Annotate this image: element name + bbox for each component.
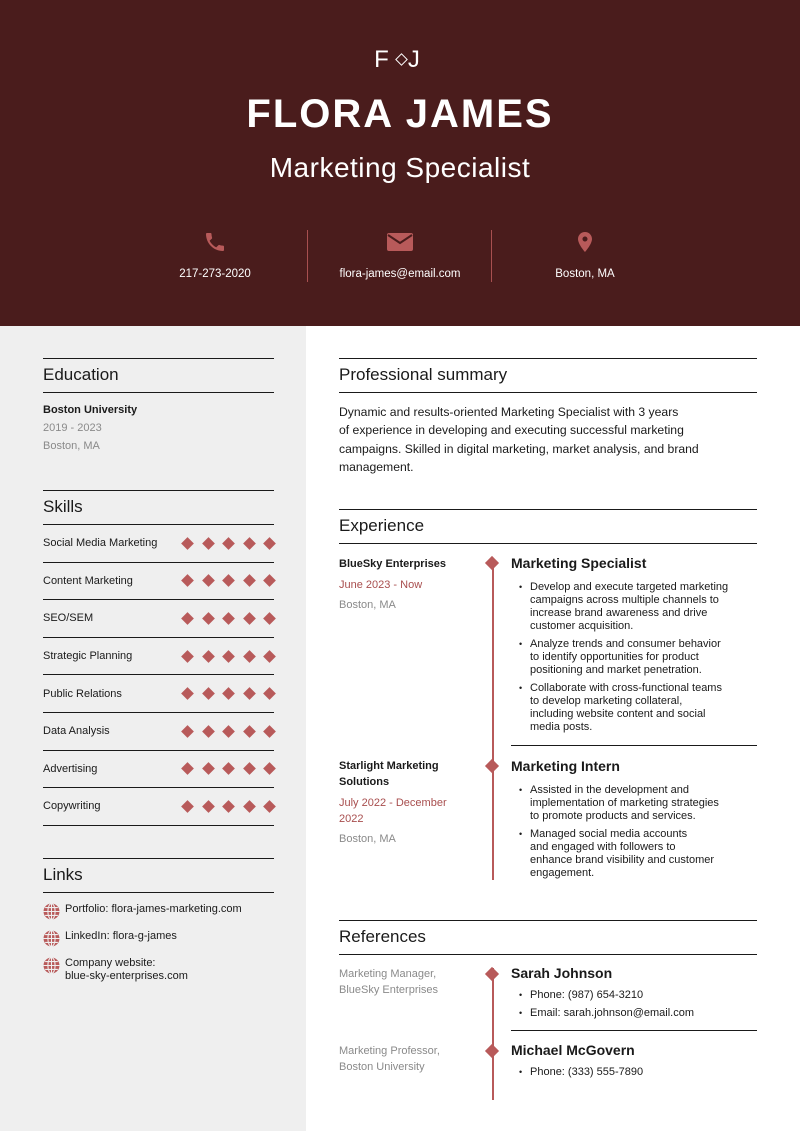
experience-title: Experience (339, 509, 757, 544)
rating-diamond-icon (222, 687, 235, 700)
rating-diamond-icon (181, 612, 194, 625)
job-meta (339, 758, 469, 845)
rating-diamond-icon (181, 575, 194, 588)
rating-diamond-icon (243, 687, 256, 700)
reference-contacts (511, 1066, 757, 1079)
bullet-line: increase brand awareness and drive (530, 607, 708, 619)
skill-row (43, 525, 274, 563)
rating-diamond-icon (263, 537, 276, 550)
rating-diamond-icon (222, 537, 235, 550)
phone-text: 217-273-2020 (179, 268, 251, 280)
skill-rating (172, 802, 275, 811)
bullet-line: engagement. (530, 867, 595, 879)
job-bullet (530, 581, 757, 633)
rating-diamond-icon (181, 762, 194, 775)
bullet-line: campaigns across multiple channels to (530, 594, 719, 606)
education-location: Boston, MA (43, 440, 100, 452)
globe-icon (43, 930, 60, 947)
timeline-marker (485, 759, 499, 773)
job-meta (339, 556, 469, 611)
bullet-line: customer acquisition. (530, 620, 634, 632)
role-line: Marketing Professor, (339, 1045, 440, 1057)
skills-section (43, 490, 274, 826)
rating-diamond-icon (202, 612, 215, 625)
experience-section (339, 509, 757, 544)
job-title: Marketing Intern (511, 758, 620, 774)
monogram-left: F (374, 46, 395, 73)
summary-line: campaigns. Skilled in digital marketing, market analysis, and brand (339, 441, 699, 456)
reference-name: Michael McGovern (511, 1042, 635, 1058)
skill-label: Data Analysis (43, 725, 110, 738)
rating-diamond-icon (263, 650, 276, 663)
rating-diamond-icon (181, 537, 194, 550)
link-linkedin[interactable] (43, 930, 274, 947)
link-company-website[interactable] (43, 957, 274, 983)
rating-diamond-icon (243, 762, 256, 775)
reference-phone: • Phone: (987) 654-3210 (530, 989, 757, 1002)
email-text[interactable]: flora-james@email.com (339, 268, 461, 280)
reference-contacts (511, 989, 757, 1020)
job-title: Marketing Specialist (511, 555, 647, 571)
globe-icon (43, 957, 60, 974)
phone-icon (203, 230, 227, 254)
bullet-line: Assisted in the development and (530, 784, 689, 796)
monogram-right: J (407, 46, 426, 73)
skill-row (43, 788, 274, 826)
education-school: Boston University (43, 404, 138, 416)
skill-rating (172, 764, 275, 773)
candidate-role: Marketing Specialist (269, 152, 531, 183)
rating-diamond-icon (181, 800, 194, 813)
skill-rating (172, 689, 275, 698)
bullet-line: Managed social media accounts (530, 828, 688, 840)
role-line: Boston University (339, 1061, 425, 1073)
contact-location (500, 228, 670, 284)
references-timeline (492, 968, 494, 1100)
company-line: Starlight Marketing (339, 760, 439, 772)
summary-line: of experience in developing and executing successful marketing (339, 423, 684, 438)
rating-diamond-icon (202, 650, 215, 663)
education-section (43, 358, 274, 452)
rating-diamond-icon (202, 537, 215, 550)
rating-diamond-icon (181, 725, 194, 738)
reference-role (339, 966, 479, 998)
skill-rating (172, 614, 275, 623)
timeline-marker (485, 1044, 499, 1058)
job-bullets (511, 784, 757, 880)
bullet-line: media posts. (530, 721, 593, 733)
bullet-line: to promote products and services. (530, 810, 696, 822)
skills-list (43, 525, 274, 826)
role-line: Marketing Manager, (339, 968, 437, 980)
reference-details (511, 1042, 757, 1084)
rating-diamond-icon (202, 762, 215, 775)
bullet-line: enhance brand visibility and customer (530, 854, 715, 866)
rating-diamond-icon (243, 650, 256, 663)
bullet-line: Collaborate with cross-functional teams (530, 682, 722, 694)
skill-rating (172, 727, 275, 736)
rating-diamond-icon (263, 575, 276, 588)
bullet-line: including website content and social (530, 708, 706, 720)
mail-icon (386, 230, 414, 254)
skill-label: SEO/SEM (43, 612, 94, 625)
date-line: 2022 (339, 813, 364, 825)
rating-diamond-icon (263, 762, 276, 775)
link-text[interactable] (65, 957, 188, 983)
job-company (339, 758, 469, 790)
skill-rating (172, 652, 275, 661)
link-text-line: blue-sky-enterprises.com (65, 970, 188, 982)
skills-title: Skills (43, 490, 274, 525)
rating-diamond-icon (202, 725, 215, 738)
contact-divider (307, 230, 308, 282)
rating-diamond-icon (243, 575, 256, 588)
job-dates (339, 795, 469, 827)
rating-diamond-icon (243, 612, 256, 625)
monogram (0, 46, 800, 74)
rating-diamond-icon (181, 650, 194, 663)
skill-row (43, 600, 274, 638)
rating-diamond-icon (243, 725, 256, 738)
link-text-line: Company website: (65, 957, 156, 969)
job-dates: June 2023 - Now (339, 579, 423, 591)
rating-diamond-icon (222, 612, 235, 625)
monogram-diamond-icon (395, 53, 408, 66)
skill-row (43, 675, 274, 713)
skill-row (43, 638, 274, 676)
job-bullet (530, 638, 757, 677)
reference-separator (511, 1030, 757, 1031)
rating-diamond-icon (243, 537, 256, 550)
timeline-marker (485, 556, 499, 570)
links-section (43, 858, 274, 983)
reference-phone: • Phone: (333) 555-7890 (530, 1066, 757, 1079)
rating-diamond-icon (222, 650, 235, 663)
reference-details (511, 965, 757, 1025)
rating-diamond-icon (202, 800, 215, 813)
job-separator (511, 745, 757, 746)
references-title: References (339, 920, 757, 955)
bullet-line: to identify opportunities for product (530, 651, 699, 663)
reference-email[interactable]: • Email: sarah.johnson@email.com (530, 1007, 757, 1020)
summary-text (339, 403, 757, 476)
role-line: BlueSky Enterprises (339, 984, 439, 996)
experience-timeline (492, 563, 494, 880)
link-text[interactable]: Portfolio: flora-james-marketing.com (65, 903, 242, 915)
reference-role (339, 1043, 479, 1075)
job-bullet (530, 828, 757, 880)
skill-label: Strategic Planning (43, 650, 133, 663)
candidate-name: FLORA JAMES (246, 92, 554, 136)
skill-rating (172, 539, 275, 548)
timeline-marker (485, 967, 499, 981)
references-section (339, 920, 757, 955)
rating-diamond-icon (222, 575, 235, 588)
skill-label: Copywriting (43, 800, 101, 813)
skill-rating (172, 576, 275, 585)
links-title: Links (43, 858, 274, 893)
job-location: Boston, MA (339, 833, 396, 845)
skill-row (43, 563, 274, 601)
bullet-line: to develop marketing collateral, (530, 695, 683, 707)
rating-diamond-icon (181, 687, 194, 700)
reference-name: Sarah Johnson (511, 965, 613, 981)
job-details (511, 758, 757, 885)
job-bullet (530, 682, 757, 734)
summary-line: management. (339, 459, 414, 474)
rating-diamond-icon (222, 800, 235, 813)
bullet-line: Analyze trends and consumer behavior (530, 638, 721, 650)
skill-row (43, 751, 274, 789)
company-line: Solutions (339, 776, 390, 788)
skill-label: Public Relations (43, 687, 122, 700)
link-portfolio[interactable] (43, 903, 274, 920)
rating-diamond-icon (202, 687, 215, 700)
job-company: BlueSky Enterprises (339, 558, 446, 570)
job-bullet (530, 784, 757, 823)
rating-diamond-icon (263, 725, 276, 738)
skill-row (43, 713, 274, 751)
rating-diamond-icon (263, 687, 276, 700)
skill-label: Advertising (43, 762, 98, 775)
location-pin-icon (573, 230, 597, 254)
rating-diamond-icon (263, 800, 276, 813)
globe-icon (43, 903, 60, 920)
education-years: 2019 - 2023 (43, 422, 102, 434)
rating-diamond-icon (222, 762, 235, 775)
skill-label: Content Marketing (43, 574, 133, 587)
bullet-line: Develop and execute targeted marketing (530, 581, 729, 593)
bullet-line: implementation of marketing strategies (530, 797, 719, 809)
rating-diamond-icon (263, 612, 276, 625)
contact-email (310, 228, 490, 284)
education-title: Education (43, 358, 274, 393)
resume-header (0, 0, 800, 326)
contact-divider (491, 230, 492, 282)
bullet-line: and engaged with followers to (530, 841, 676, 853)
bullet-line: positioning and market penetration. (530, 664, 702, 676)
contact-phone (130, 228, 300, 284)
job-location: Boston, MA (339, 599, 396, 611)
summary-line: Dynamic and results-oriented Marketing Specialist with 3 years (339, 405, 679, 419)
job-bullets (511, 581, 757, 734)
location-text: Boston, MA (555, 268, 615, 280)
rating-diamond-icon (202, 575, 215, 588)
summary-title: Professional summary (339, 358, 757, 393)
summary-section (339, 358, 757, 476)
skill-label: Social Media Marketing (43, 537, 158, 550)
link-text[interactable]: LinkedIn: flora-g-james (65, 930, 177, 942)
job-details (511, 555, 757, 739)
rating-diamond-icon (222, 725, 235, 738)
date-line: July 2022 - December (339, 797, 447, 809)
rating-diamond-icon (243, 800, 256, 813)
